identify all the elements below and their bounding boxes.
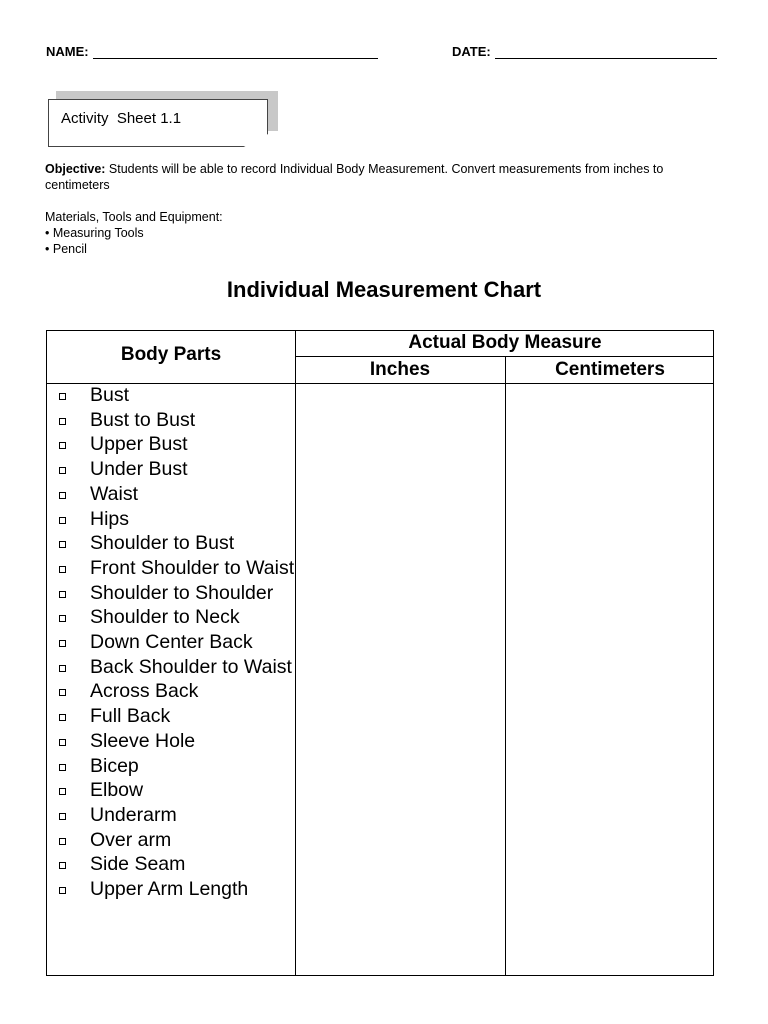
square-bullet-icon [59,764,66,771]
date-blank-line[interactable] [495,44,717,59]
body-part-row [47,581,295,606]
measurement-table [46,330,714,976]
body-part-label: Hips [90,507,130,530]
page-curl-icon [236,133,270,151]
body-part-label: Over arm [90,828,172,851]
inches-input-column[interactable] [296,384,504,975]
square-bullet-icon [59,862,66,869]
body-part-row [47,778,295,803]
objective-text: Students will be able to record Individual Body Measurement. Convert measurements from inches to centimeters [45,162,664,192]
square-bullet-icon [59,418,66,425]
square-bullet-icon [59,640,66,647]
square-bullet-icon [59,492,66,499]
body-part-label: Bust to Bust [90,408,196,431]
body-part-row [47,482,295,507]
body-part-row [47,679,295,704]
body-part-label: Shoulder to Shoulder [90,581,274,604]
body-part-label: Down Center Back [90,631,253,654]
body-part-label: Shoulder to Bust [90,532,235,555]
body-part-label: Underarm [90,803,177,826]
body-part-label: Upper Arm Length [90,878,249,901]
body-part-label: Upper Bust [90,433,188,456]
square-bullet-icon [59,838,66,845]
body-parts-list [47,383,295,902]
chart-title: Individual Measurement Chart [226,277,542,302]
square-bullet-icon [59,566,66,573]
name-label: NAME: [46,44,89,59]
body-part-row [47,432,295,457]
square-bullet-icon [59,714,66,721]
materials-item: • Measuring Tools [45,226,144,240]
body-part-row [47,803,295,828]
body-part-row [47,630,295,655]
body-part-row [47,408,295,433]
body-part-label: Shoulder to Neck [90,606,240,629]
body-part-row [47,704,295,729]
body-part-row [47,457,295,482]
date-label: DATE: [452,44,491,59]
name-field[interactable] [46,44,378,59]
body-part-label: Waist [90,482,139,505]
body-part-label: Front Shoulder to Waist [90,556,295,579]
header-body-parts: Body Parts [120,344,222,365]
body-part-label: Bust [90,384,130,406]
body-part-row [47,383,295,408]
name-blank-line[interactable] [93,44,378,59]
square-bullet-icon [59,591,66,598]
body-part-label: Across Back [90,680,199,703]
square-bullet-icon [59,739,66,746]
body-part-row [47,531,295,556]
body-part-row [47,729,295,754]
header-inches: Inches [369,359,431,380]
square-bullet-icon [59,442,66,449]
body-part-row [47,852,295,877]
square-bullet-icon [59,788,66,795]
body-part-row [47,828,295,853]
table-divider [295,356,713,357]
activity-label: Activity Sheet 1.1 [61,110,182,127]
header-actual-body-measure: Actual Body Measure [408,332,602,353]
body-part-row [47,605,295,630]
activity-tag-card [48,99,268,147]
square-bullet-icon [59,541,66,548]
header-centimeters: Centimeters [555,359,665,380]
materials-item: • Pencil [45,242,87,256]
body-part-label: Bicep [90,754,139,777]
body-part-row [47,556,295,581]
materials-section [45,209,445,257]
body-part-label: Under Bust [90,458,188,481]
body-part-label: Full Back [90,705,171,728]
centimeters-input-column[interactable] [506,384,714,975]
materials-heading: Materials, Tools and Equipment: [45,210,223,224]
body-part-row [47,507,295,532]
body-part-row [47,655,295,680]
objective-paragraph [45,161,725,193]
square-bullet-icon [59,467,66,474]
square-bullet-icon [59,615,66,622]
body-part-label: Side Seam [90,853,186,876]
body-part-label: Elbow [90,779,144,802]
square-bullet-icon [59,887,66,894]
body-part-label: Sleeve Hole [90,729,196,752]
square-bullet-icon [59,665,66,672]
square-bullet-icon [59,813,66,820]
activity-sheet-tag [48,99,268,149]
date-field[interactable] [452,44,717,59]
objective-label: Objective: [45,162,106,176]
square-bullet-icon [59,393,66,400]
square-bullet-icon [59,689,66,696]
body-part-row [47,877,295,902]
body-part-label: Back Shoulder to Waist [90,655,292,678]
body-part-row [47,754,295,779]
square-bullet-icon [59,517,66,524]
